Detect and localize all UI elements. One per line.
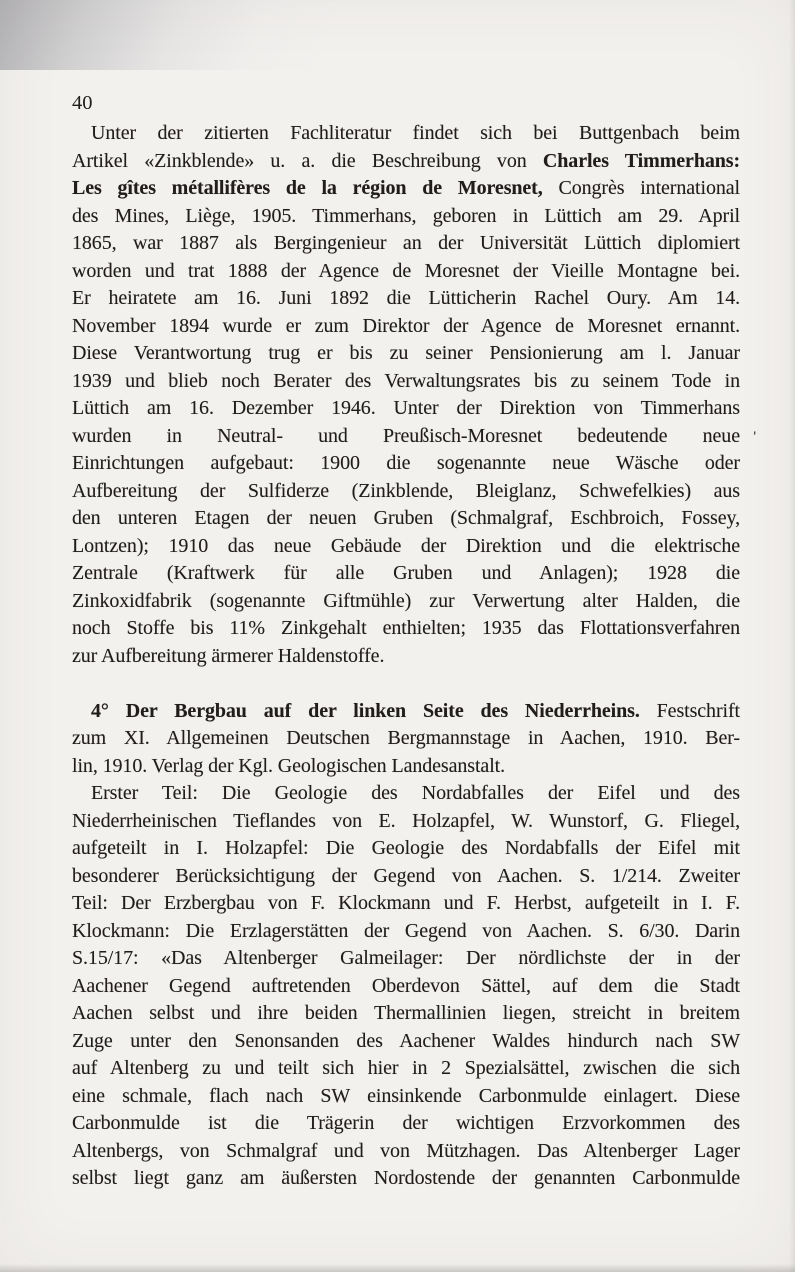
scan-right-edge-shadow (789, 0, 795, 1272)
bold-text-run: Les gîtes métallifères de la région de Moresnet, (72, 177, 543, 199)
text-line (72, 203, 740, 231)
text-run: des Mines, Liège, 1905. Timmerhans, geboren in Lüttich am 29. April (72, 204, 740, 227)
text-run: noch Stoffe bis 11% Zinkgehalt enthielten; 1935 das Flottationsverfahren (72, 617, 740, 639)
text-run: auf Altenberg zu und teilt sich hier in 2 Spezialsättel, zwischen die sich (72, 1057, 740, 1079)
text-run: Aachen selbst und ihre beiden Thermallinien liegen, streicht in breitem (72, 1002, 740, 1024)
text-run: aufgeteilt in I. Holzapfel: Die Geologie des Nordabfalls der Eifel mit (72, 837, 740, 859)
text-line (72, 148, 740, 176)
text-run: Erster Teil: Die Geologie des Nordabfalles der Eifel und des (91, 782, 740, 804)
text-line (72, 780, 740, 808)
bold-text-run: Charles Timmerhans: (542, 149, 741, 172)
text-run: Aufbereitung der Sulfiderze (Zinkblende, Bleiglanz, Schwefelkies) aus (72, 479, 740, 502)
text-run: Einrichtungen aufgebaut: 1900 die sogenannte neue Wäsche oder (72, 452, 740, 474)
text-line (72, 1083, 740, 1111)
text-run: Unter der zitierten Fachliteratur findet sich bei Buttgenbach beim (91, 122, 740, 144)
text-run: eine schmale, flach nach SW einsinkende Carbonmulde einlagert. Diese (72, 1084, 740, 1107)
text-line (72, 698, 740, 726)
paragraph (72, 120, 756, 670)
text-line (72, 588, 740, 616)
text-run: zur Aufbereitung ärmerer Haldenstoffe. (72, 644, 385, 667)
text-run: Er heiratete am 16. Juni 1892 die Lütticherin Rachel Oury. Am 14. (72, 287, 740, 309)
text-line (72, 973, 740, 1001)
text-run: Artikel «Zinkblende» u. a. die Beschreibung von (72, 149, 543, 172)
text-run: wurden in Neutral- und Preußisch-Moresnet bedeutende neue (72, 424, 740, 447)
text-run: Congrès international (542, 177, 740, 199)
text-line (72, 533, 740, 561)
text-run: S.15/17: «Das Altenberger Galmeilager: Der nördlichste der in der (72, 947, 740, 969)
text-run: selbst liegt ganz am äußersten Nordostende der genannten Carbonmulde (72, 1167, 740, 1189)
text-line (72, 423, 756, 451)
text-run: November 1894 wurde er zum Direktor der Agence de Moresnet ernannt. (72, 314, 740, 337)
text-line (72, 1028, 740, 1056)
text-run: Altenbergs, von Schmalgraf und von Mützhagen. Das Altenberger Lager (72, 1139, 740, 1162)
text-run: Zinkoxidfabrik (sogenannte Giftmühle) zur Verwertung alter Halden, die (72, 589, 740, 612)
text-line (72, 890, 740, 918)
text-line (72, 478, 740, 506)
text-line (72, 1110, 740, 1138)
text-run: Niederrheinischen Tieflandes von E. Holzapfel, W. Wunstorf, G. Fliegel, (72, 809, 740, 832)
text-line (72, 313, 740, 341)
scan-bottom-edge-shadow (0, 1264, 795, 1272)
text-run: Zuge unter den Senonsanden des Aachener Waldes hindurch nach SW (72, 1029, 740, 1052)
text-run: Teil: Der Erzbergbau von F. Klockmann und F. Herbst, aufgeteilt in I. F. (72, 892, 740, 914)
text-run: zum XI. Allgemeinen Deutschen Bergmannstage in Aachen, 1910. Ber- (72, 727, 740, 749)
text-line (72, 340, 740, 368)
text-run: Carbonmulde ist die Trägerin der wichtigen Erzvorkommen des (72, 1112, 740, 1134)
text-line (72, 175, 740, 203)
text-line (72, 808, 740, 836)
text-run: 1939 und blieb noch Berater des Verwaltungsrates bis zu seinem Tode in (72, 369, 740, 392)
text-block (72, 120, 756, 1193)
scan-corner-shadow (0, 0, 460, 70)
text-line (72, 643, 740, 671)
text-line (72, 368, 740, 396)
text-run: Aachener Gegend auftretenden Oberdevon Sättel, auf dem die Stadt (72, 974, 740, 997)
text-line (72, 725, 740, 753)
text-line (72, 505, 740, 533)
text-line (72, 1138, 740, 1166)
text-run: den unteren Etagen der neuen Gruben (Schmalgraf, Eschbroich, Fossey, (72, 507, 740, 529)
paragraph (72, 780, 740, 1193)
text-line (72, 1000, 740, 1028)
text-run: Lüttich am 16. Dezember 1946. Unter der Direktion von Timmerhans (72, 397, 740, 419)
text-line (72, 230, 740, 258)
text-run: worden und trat 1888 der Agence de Moresnet der Vieille Montagne bei. (72, 259, 740, 282)
text-line (72, 560, 740, 588)
text-line (72, 615, 740, 643)
text-run: Lontzen); 1910 das neue Gebäude der Direktion und die elektrische (72, 534, 740, 557)
text-line (72, 1055, 740, 1083)
text-run: Festschrift (639, 699, 740, 722)
text-line (72, 1165, 740, 1193)
bold-text-run: 4° Der Bergbau auf der linken Seite des Niederrheins. (91, 699, 640, 722)
scan-speck: ' (753, 428, 756, 445)
text-run: Diese Verantwortung trug er bis zu seiner Pensionierung am l. Januar (72, 342, 740, 364)
text-line (72, 945, 740, 973)
page-number: 40 (72, 92, 93, 114)
text-line (72, 863, 740, 891)
text-run: Zentrale (Kraftwerk für alle Gruben und Anlagen); 1928 die (72, 562, 740, 584)
text-run: lin, 1910. Verlag der Kgl. Geologischen Landesanstalt. (72, 754, 506, 777)
text-line (72, 285, 740, 313)
text-run: Klockmann: Die Erzlagerstätten der Gegend von Aachen. S. 6/30. Darin (72, 919, 740, 942)
text-line (72, 120, 740, 148)
text-line (72, 258, 740, 286)
text-line (72, 835, 740, 863)
text-line (72, 753, 740, 781)
text-run: besonderer Berücksichtigung der Gegend von Aachen. S. 1/214. Zweiter (72, 864, 740, 887)
paragraph (72, 698, 740, 781)
text-line (72, 918, 740, 946)
text-line (72, 450, 740, 478)
text-line (72, 395, 740, 423)
text-run: 1865, war 1887 als Bergingenieur an der Universität Lüttich diplomiert (72, 232, 740, 254)
